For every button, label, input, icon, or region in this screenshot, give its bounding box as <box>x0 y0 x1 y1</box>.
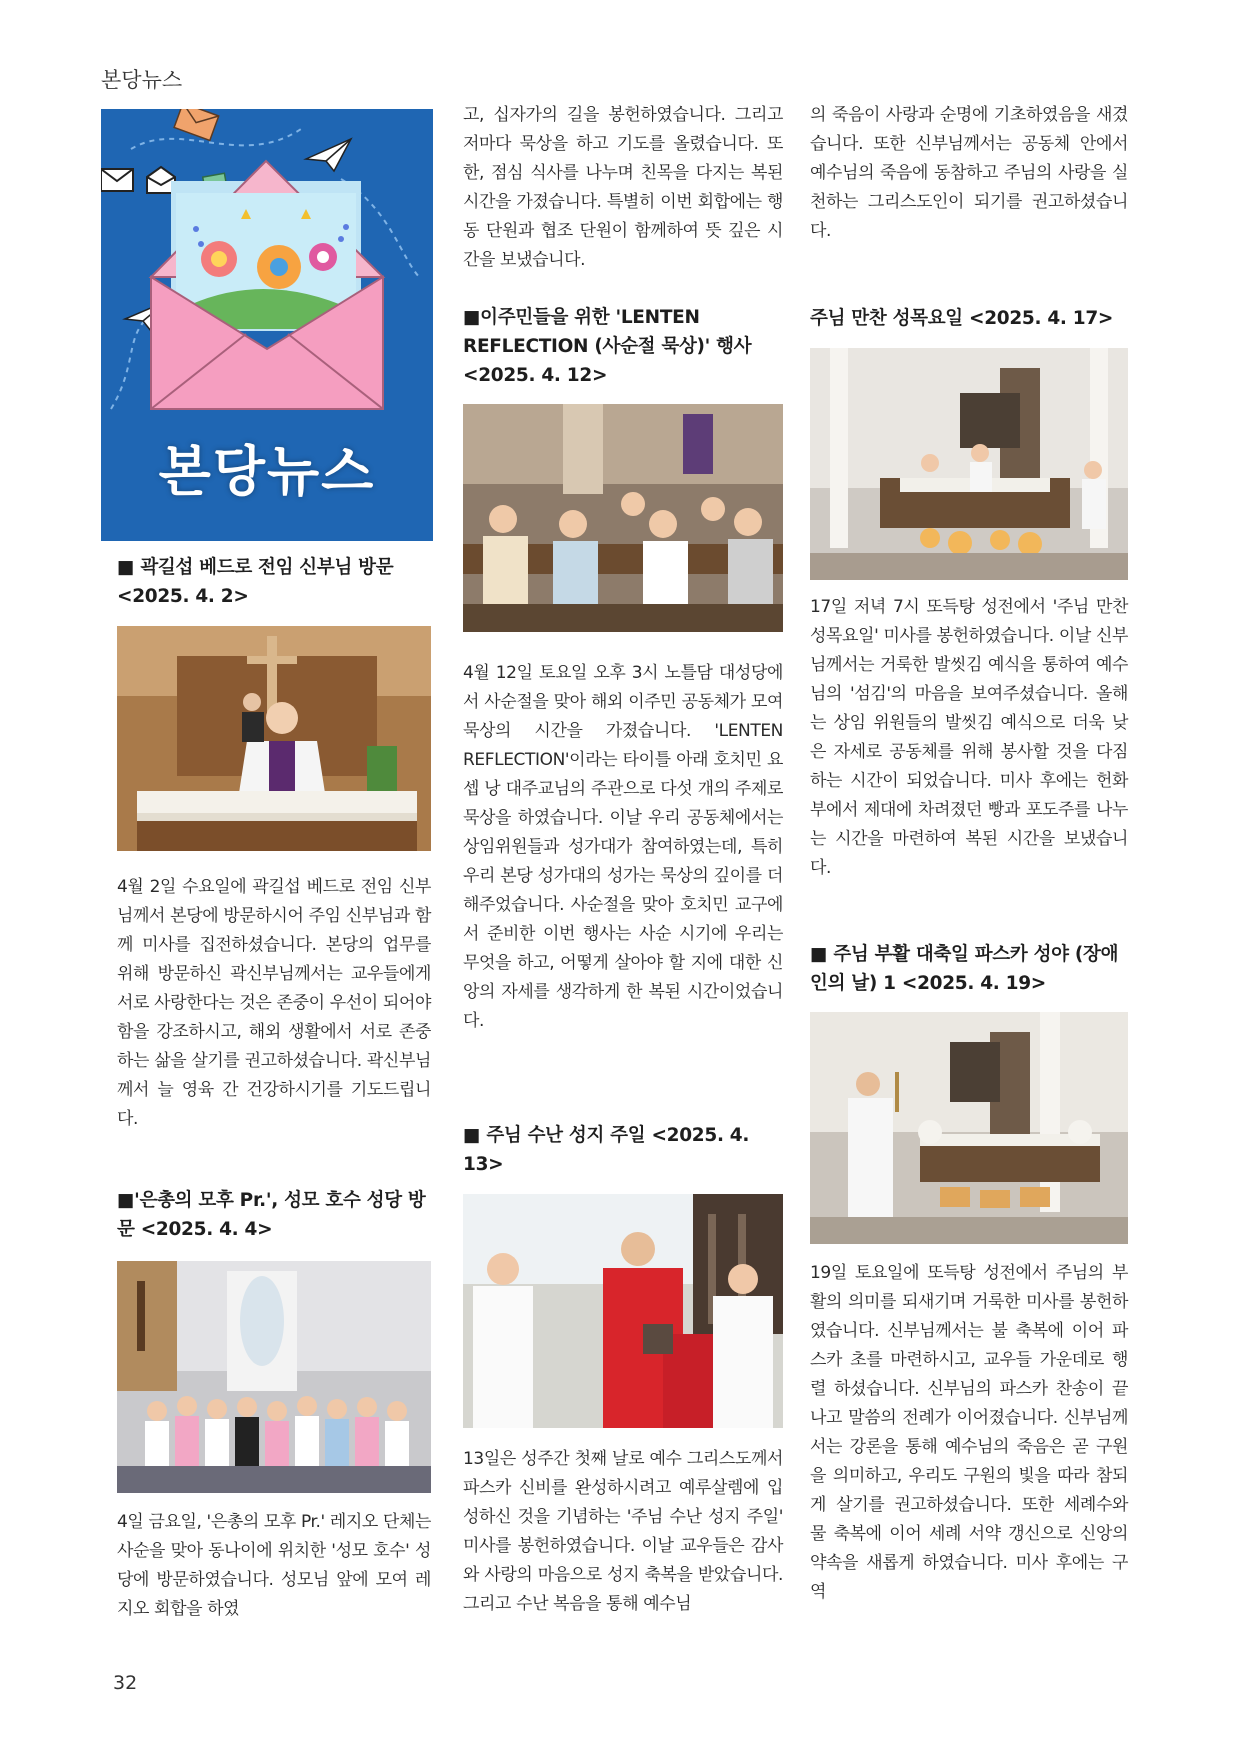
article-heading: ■이주민들을 위한 'LENTEN REFLECTION (사순절 묵상)' 행사 <2025. 4. 12> <box>463 307 752 386</box>
photo-holy-thursday-mass <box>810 348 1128 580</box>
article-body: 19일 토요일에 또득탕 성전에서 주님의 부활의 의미를 되새기며 거룩한 미사를 봉헌하였습니다. 신부님께서는 불 축복에 이어 파스카 초를 마련하시고, 교우들 가운데로 행렬 하셨습니다. 신부님의 파스카 찬송이 끝나고 말씀의 전례가 이어졌습니다. 신부님께서는 강론을 통해 예수님의 죽음은 곧 구원을 의미하고, 우리도 구원의 빛을 따라 참되게 살기를 권고하셨습니다. 또한 세례수와 물 축복에 이어 세례 서약 갱신으로 신앙의 약속을 새롭게 하였습니다. 미사 후에는 구역 <box>810 1263 1128 1602</box>
article-heading: ■ 곽길섭 베드로 전임 신부님 방문 <2025. 4. 2> <box>117 557 394 607</box>
photo-palm-sunday-mass <box>463 1194 783 1428</box>
photo-easter-vigil <box>810 1012 1128 1244</box>
article-body: 4일 금요일, '은총의 모후 Pr.' 레지오 단체는 사순을 맞아 동나이에 위치한 '성모 호수' 성당에 방문하였습니다. 성모님 앞에 모여 레지오 회합을 하였 <box>117 1512 431 1619</box>
photo-lenten-reflection-group <box>463 404 783 632</box>
section-label: 본당뉴스 <box>101 68 183 92</box>
small-envelope-icon <box>174 109 219 140</box>
article-body: 13일은 성주간 첫째 날로 예수 그리스도께서 파스카 신비를 완성하시려고 예루살렘에 입성하신 것을 기념하는 '주님 수난 성지 주일' 미사를 봉헌하였습니다. 이날 교우들은 감사와 사랑의 마음으로 성지 축복을 받았습니다. 그리고 수난 복음을 통해 예수님 <box>463 1449 783 1614</box>
article-body: 17일 저녁 7시 또득탕 성전에서 '주님 만찬 성목요일' 미사를 봉헌하였습니다. 이날 신부님께서는 거룩한 발씻김 예식을 통하여 예수님의 '섬김'의 마음을 보여주셨습니다. 올해는 상임 위원들의 발씻김 예식으로 더욱 낮은 자세로 공동체를 위해 봉사할 것을 다짐하는 시간이 되었습니다. 미사 후에는 헌화부에서 제대에 차려졌던 빵과 포도주를 나누는 시간을 마련하여 복된 시간을 보냈습니다. <box>810 597 1128 878</box>
article-body-continued: 의 죽음이 사랑과 순명에 기초하였음을 새겼습니다. 또한 신부님께서는 공동체 안에서 예수님의 죽음에 동참하고 주님의 사랑을 실천하는 그리스도인이 되기를 권고하셨습니다. <box>810 105 1128 241</box>
photo-legio-group <box>117 1261 431 1493</box>
paper-plane-icon <box>306 139 351 171</box>
open-mail-icon <box>147 167 175 193</box>
cover-title: 본당뉴스 <box>158 440 376 503</box>
article-heading: ■ 주님 부활 대축일 파스카 성야 (장애인의 날) 1 <2025. 4. 19> <box>810 944 1119 994</box>
article-heading: ■ 주님 수난 성지 주일 <2025. 4. 13> <box>463 1125 750 1175</box>
cover-illustration <box>101 109 433 541</box>
mail-icon <box>101 169 133 191</box>
article-heading: ■'은총의 모후 Pr.', 성모 호수 성당 방문 <2025. 4. 4> <box>117 1190 426 1240</box>
photo-priest-at-altar <box>117 626 431 851</box>
article-body-continued: 고, 십자가의 길을 봉헌하였습니다. 그리고 저마다 묵상을 하고 기도를 올렸습니다. 또한, 점심 식사를 나누며 친목을 다지는 복된 시간을 가졌습니다. 특별히 이번 회합에는 행동 단원과 협조 단원이 함께하여 뜻 깊은 시간을 보냈습니다. <box>463 105 783 270</box>
article-heading: 주님 만찬 성목요일 <2025. 4. 17> <box>810 308 1114 329</box>
page-number: 32 <box>113 1672 138 1694</box>
article-body: 4월 2일 수요일에 곽길섭 베드로 전임 신부님께서 본당에 방문하시어 주임 신부님과 함께 미사를 집전하셨습니다. 본당의 업무를 위해 방문하신 곽신부님께서는 교우들에게 서로 사랑한다는 것은 존중이 우선이 되어야 함을 강조하시고, 해외 생활에서 서로 존중하는 삶을 살기를 권고하셨습니다. 곽신부님께서 늘 영육 간 건강하시기를 기도드립니다. <box>117 877 431 1129</box>
article-body: 4월 12일 토요일 오후 3시 노틀담 대성당에서 사순절을 맞아 해외 이주민 공동체가 모여 묵상의 시간을 가졌습니다. 'LENTEN REFLECTION'이라는 타이틀 아래 호치민 요셉 낭 대주교님의 주관으로 다섯 개의 주제로 묵상을 하였습니다. 이날 우리 공동체에서는 상임위원들과 성가대가 참여하였는데, 특히 우리 본당 성가대의 성가는 묵상의 깊이를 더해주었습니다. 사순절을 맞아 호치민 교구에서 준비한 이번 행사는 사순 시기에 우리는 무엇을 하고, 어떻게 살아야 할 지에 대한 신앙의 자세를 생각하게 한 복된 시간이었습니다. <box>463 663 783 1031</box>
